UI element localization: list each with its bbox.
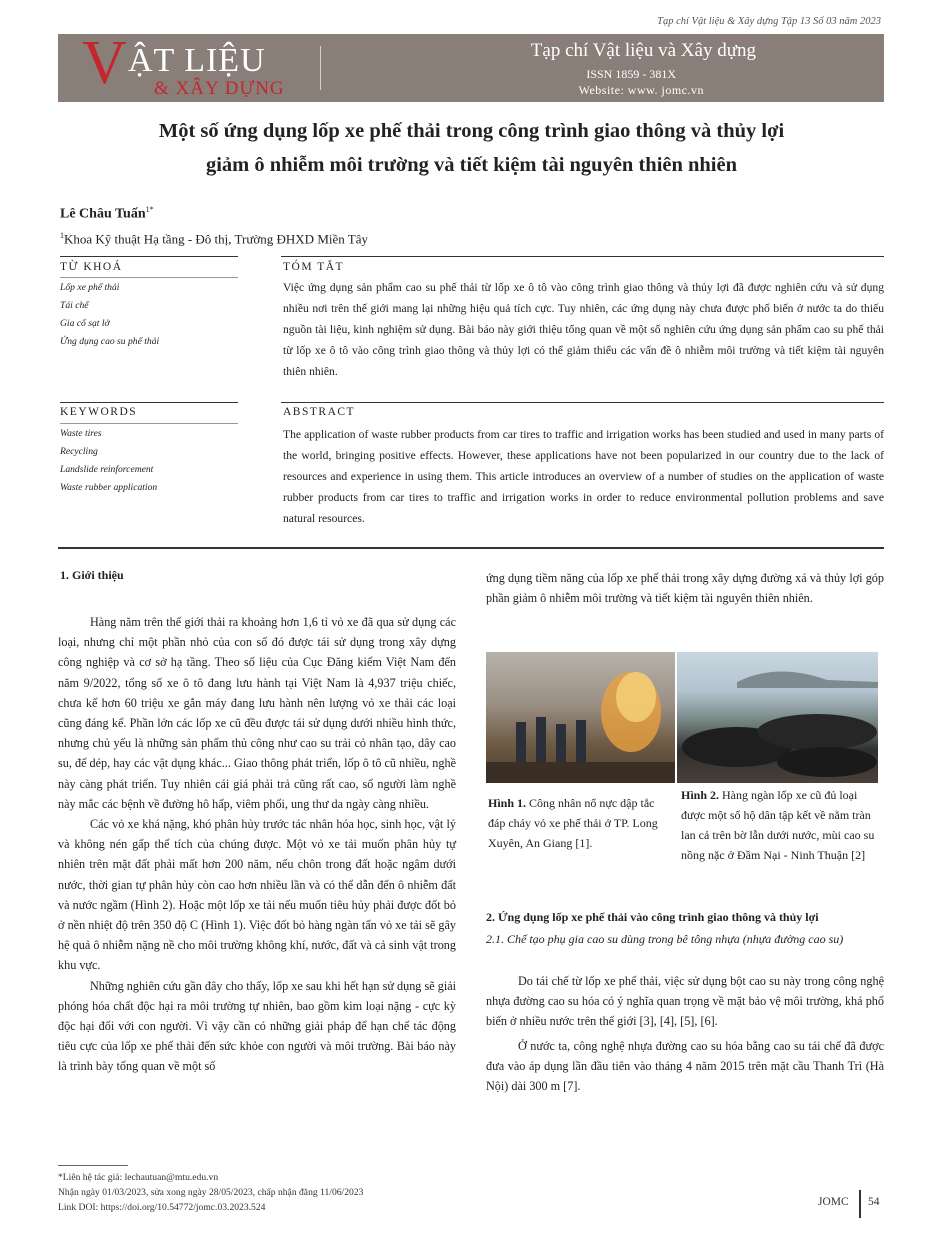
- article-title: [60, 114, 883, 182]
- rule: [281, 402, 884, 403]
- section-2-body: [486, 971, 884, 1096]
- doi-link: Link DOI: https://doi.org/10.54772/jomc.03.2023.524: [58, 1202, 266, 1213]
- abstract-en-label: ABSTRACT: [283, 406, 356, 418]
- footer-brand: JOMC: [818, 1196, 849, 1208]
- keywords-vi-list: [60, 279, 235, 351]
- subsection-2-1-heading: 2.1. Chế tạo phụ gia cao su dùng trong bê tông nhựa (nhựa đường cao su): [486, 932, 844, 946]
- figure-1-caption: [488, 793, 674, 853]
- section-2-heading: 2. Ứng dụng lốp xe phế thải vào công trình giao thông và thủy lợi: [486, 910, 819, 924]
- abstract-vi-label: TÓM TẮT: [283, 261, 345, 273]
- paragraph: Hàng năm trên thế giới thải ra khoảng hơn 1,6 tỉ vỏ xe đã qua sử dụng các loại, nhưng chỉ một phần nhỏ của con số đó được tái sử dụng trong xây dựng công nghiệp và cơ sở hạ tầng. Theo số liệu của Cục Đăng kiểm Việt Nam đến năm 9/2022, tổng số xe ô tô đang lưu hành tại Việt Nam là 4,937 triệu chiếc, chưa kể hơn 60 triệu xe gắn máy đang lưu hành nên lượng vỏ xe thải các loại cũng đáng kể. Phần lớn các lốp xe cũ đều được tái sử dụng dưới nhiều hình thức, nhưng chủ yếu là những sản phẩm thủ công như cao su trải cỏ nhân tạo, dây cao su, đế dép, hay các vật dụng khác... Giao thông phát triển, lốp ô tô cũ nhiều, nghề này càng phát triển. Tuy nhiên cái giá phải trả cũng rất cao, số người làm nghề này mắc các bệnh về đường hô hấp, viêm phổi, ung thư da ngày càng nhiều.: [58, 615, 456, 811]
- figure-2-label: Hình 2.: [681, 788, 720, 802]
- abstract-en-text: The application of waste rubber products from car tires to traffic and irrigation works has been studied and used in many parts of the world, bringing positive effects. However, these applications have not been popularized in our country due to the lack of resources and experience in using them. This article introduces an overview of a number of studies on the application of waste rubber products from car tires to traffic and irrigation works in order to reduce environmental pollution problems and save natural resources.: [283, 428, 884, 525]
- running-header: Tạp chí Vật liệu & Xây dựng Tập 13 Số 03 năm 2023: [657, 16, 881, 27]
- affiliation: [60, 231, 368, 247]
- keyword-item: Landslide reinforcement: [60, 464, 154, 475]
- paragraph: Do tái chế từ lốp xe phế thải, việc sử dụng bột cao su này trong công nghệ nhựa đường cao su hóa có ý nghĩa quan trọng về mặt bảo vệ môi trường, khá phổ biến ở nhiều nước trên thế giới [3], [4], [5], [6].: [486, 974, 884, 1029]
- rule: [60, 277, 238, 278]
- keyword-item: Waste rubber application: [60, 482, 158, 493]
- author: [60, 205, 154, 223]
- footer-divider: [859, 1190, 861, 1218]
- keywords-en-label: KEYWORDS: [60, 406, 138, 418]
- keyword-item: Lốp xe phế thải: [60, 282, 120, 293]
- journal-banner: [58, 29, 884, 102]
- keyword-item: Recycling: [60, 446, 98, 457]
- figure-2-caption-text: Hàng ngàn lốp xe cũ đủ loại được một số hộ dân tập kết về nằm tràn lan cả trên bờ lẫn dưới nước, mùi cao su nồng nặc ở Đầm Nại - Ninh Thuận [2]: [681, 788, 875, 862]
- figure-1-image: [486, 652, 675, 783]
- section-divider: [58, 547, 884, 549]
- footer-notes: [58, 1170, 558, 1215]
- logo-text: ẬT LIỆU: [128, 42, 266, 79]
- rule: [60, 256, 238, 257]
- journal-website: Website: www. jomc.vn: [578, 83, 704, 97]
- figure-1-label: Hình 1.: [488, 796, 527, 810]
- journal-issn: ISSN 1859 - 381X: [586, 67, 676, 81]
- logo-subtext: & XÂY DỰNG: [154, 78, 285, 99]
- paragraph: Ở nước ta, công nghệ nhựa đường cao su hóa bằng cao su tái chế đã được đưa vào áp dụng lần đầu tiên vào tháng 4 năm 2015 trên mặt cầu Thanh Trì (Hà Nội) dài 300 m [7].: [486, 1038, 884, 1094]
- affiliation-text: Khoa Kỹ thuật Hạ tầng - Đô thị, Trường ĐHXD Miền Tây: [64, 231, 368, 247]
- keyword-item: Tái chế: [60, 300, 89, 311]
- tire-pile-image: [677, 652, 878, 783]
- keywords-en-list: [60, 425, 235, 497]
- rule: [60, 423, 238, 424]
- section-1-body: [58, 612, 456, 1077]
- author-name: Lê Châu Tuấn: [60, 206, 146, 222]
- figure-2-image: [677, 652, 878, 783]
- fire-scene-image: [486, 652, 675, 783]
- abstract-vi-text: Việc ứng dụng sản phẩm cao su phế thải từ lốp xe ô tô vào công trình giao thông và thủy lợi đã được nghiên cứu và sử dụng nhiều nơi trên thế giới mang lại những hiệu quả tích cực. Tuy nhiên, các ứng dụng này chưa được phổ biến ở nước ta do thiếu nguồn tài liệu, kinh nghiệm sử dụng. Bài báo này giới thiệu tổng quan về một số nghiên cứu ứng dụng sản phẩm cao su phế thải từ lốp xe ô tô vào công trình giao thông và thủy lợi có thể giảm thiểu các vấn đề ô nhiễm môi trường và tiết kiệm tài nguyên thiên nhiên.: [283, 281, 884, 378]
- section-1-heading: 1. Giới thiệu: [60, 568, 124, 582]
- keyword-item: Gia cố sạt lở: [60, 318, 110, 329]
- title-line-1: Một số ứng dụng lốp xe phế thải trong công trình giao thông và thủy lợi: [158, 120, 785, 142]
- footnote-rule: [58, 1165, 128, 1166]
- page-number: 54: [868, 1196, 880, 1208]
- journal-name: Tạp chí Vật liệu và Xây dựng: [530, 40, 756, 61]
- title-line-2: giảm ô nhiễm môi trường và tiết kiệm tài nguyên thiên nhiên: [205, 154, 738, 176]
- figure-1-caption-text: Công nhân nổ nực dập tắc đáp cháy vỏ xe phế thải ở TP. Long Xuyên, An Giang [1].: [488, 796, 658, 850]
- keyword-item: Ứng dụng cao su phế thải: [60, 336, 160, 347]
- logo-divider: [320, 46, 321, 90]
- paragraph: Những nghiên cứu gần đây cho thấy, lốp xe sau khi hết hạn sử dụng sẽ giải phóng hóa chất độc hại ra môi trường tự nhiên, bao gồm kim loại nặng - cực kỳ độc hại đối với con người. Vì vậy cần có những giải pháp để hạn chế tác động tiêu cực của lốp xe phế thải đến sức khỏe con người và môi trường. Bài báo này là trình bày tổng quan về một số: [58, 978, 456, 1074]
- figure-2-caption: [681, 785, 884, 865]
- contact-author: *Liên hệ tác giả: lechautuan@mtu.edu.vn: [58, 1172, 219, 1183]
- keywords-vi-label: TỪ KHOÁ: [60, 261, 123, 273]
- affiliation-sup: 1: [60, 231, 64, 240]
- rule: [60, 402, 238, 403]
- rule: [281, 256, 884, 257]
- keyword-item: Waste tires: [60, 428, 102, 439]
- author-sup: 1*: [145, 205, 154, 214]
- received-dates: Nhận ngày 01/03/2023, sửa xong ngày 28/05/2023, chấp nhận đăng 11/06/2023: [58, 1187, 364, 1198]
- paragraph: Các vỏ xe khá nặng, khó phân hủy trước tác nhân hóa học, sinh học, vật lý và không nén gấp thể tích của chúng được. Một vỏ xe tải muốn phân hủy tự nhiên trên mặt đất phải mất hơn 200 năm, nếu chôn trong đất hoặc ngâm dưới nước, thời gian tự phân hủy còn cao hơn nhiều lần và có thể dẫn đến ô nhiễm đất và nước ngầm (Hình 2). Hoặc một lốp xe tải nếu muốn tiêu hủy phải được đốt bỏ ở nền nhiệt độ trên 350 độ C (Hình 1). Việc đốt bỏ hàng ngàn tấn vỏ xe tải sẽ gây hệ quả ô nhiễm nặng nề cho môi trường không khí, nước, đất và cả sinh vật trong khu vực.: [58, 817, 456, 973]
- logo-letter-v: V: [82, 29, 127, 97]
- section-1-continuation: ứng dụng tiềm năng của lốp xe phế thải trong xây dựng đường xá và thủy lợi góp phần giảm ô nhiễm môi trường và tiết kiệm tài nguyên thiên nhiên.: [486, 571, 884, 606]
